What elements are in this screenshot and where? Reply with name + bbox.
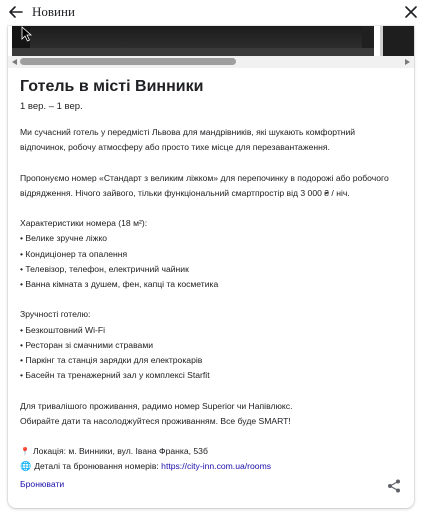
map-pin-icon: 📍 (20, 447, 30, 457)
mouse-cursor-icon (21, 26, 33, 42)
amenity-item: • Паркінг та станція зарядки для електрокарів (20, 355, 203, 365)
photo-detail (12, 48, 374, 56)
scrollbar-thumb[interactable] (20, 58, 236, 65)
photo-gallery[interactable] (8, 26, 414, 56)
offer-line: Пропонуємо номер «Стандарт з великим ліжком» для перепочинку в подорожі або робочого (20, 172, 389, 183)
intro-line: Ми сучасний готель у передмісті Львова для мандрівників, які шукають комфортний (20, 127, 356, 137)
room-item: • Ванна кімната з душем, фен, капці та косметика (20, 279, 219, 289)
gallery-scrollbar[interactable] (8, 56, 414, 68)
book-button[interactable]: Бронювати (20, 479, 65, 489)
closing-line: Обирайте дати та насолоджуйтеся проживанням. Все буде SMART! (20, 415, 291, 426)
globe-icon: 🌐 (20, 461, 32, 472)
details-line (20, 459, 406, 474)
location-line (20, 444, 406, 459)
room-item: • Кондиціонер та опалення (20, 248, 128, 259)
amenities-heading: Зручності готелю: (20, 309, 91, 320)
details-link[interactable]: https://city-inn.com.ua/rooms (161, 461, 272, 472)
post-title: Готель в місті Винники (20, 78, 204, 95)
amenity-item: • Басейн та тренажерний зал у комплексі Starfit (20, 370, 210, 381)
closing-line: Для тривалішого проживання, радимо номер Superior чи Напівлюкс. (20, 400, 293, 411)
share-icon[interactable] (386, 478, 402, 494)
post-dates: 1 вер. – 1 вер. (20, 101, 83, 112)
post-body (20, 125, 406, 475)
arrow-left-icon[interactable] (6, 2, 26, 22)
room-item: • Телевізор, телефон, електричний чайник (20, 263, 189, 274)
gallery-photo[interactable] (380, 26, 414, 56)
location-text: Локація: м. Винники, вул. Івана Франка, 53б (32, 446, 208, 457)
amenity-item: • Безкоштовний Wi-Fi (20, 324, 106, 335)
intro-line: відпочинок, робочу атмосферу або просто тихе місце для перезавантаження. (20, 142, 330, 153)
scroll-right-icon[interactable] (405, 59, 410, 65)
photo-detail (380, 26, 383, 56)
offer-line: відрядження. Нічого зайвого, тільки функціональний смартпростір від 3 000 ₴ / ніч. (20, 187, 350, 198)
post-content (20, 76, 406, 475)
post-card (8, 26, 414, 508)
scroll-left-icon[interactable] (12, 59, 17, 65)
page-title: Новини (32, 4, 75, 19)
details-label: Деталі та бронювання номерів: (34, 461, 162, 472)
top-bar (0, 0, 429, 24)
gallery-photo[interactable] (12, 26, 374, 56)
room-heading: Характеристики номера (18 м²): (20, 218, 148, 229)
room-item: • Велике зручне ліжко (20, 233, 108, 244)
amenity-item: • Ресторан зі смачними стравами (20, 339, 154, 350)
close-icon[interactable] (401, 2, 421, 22)
